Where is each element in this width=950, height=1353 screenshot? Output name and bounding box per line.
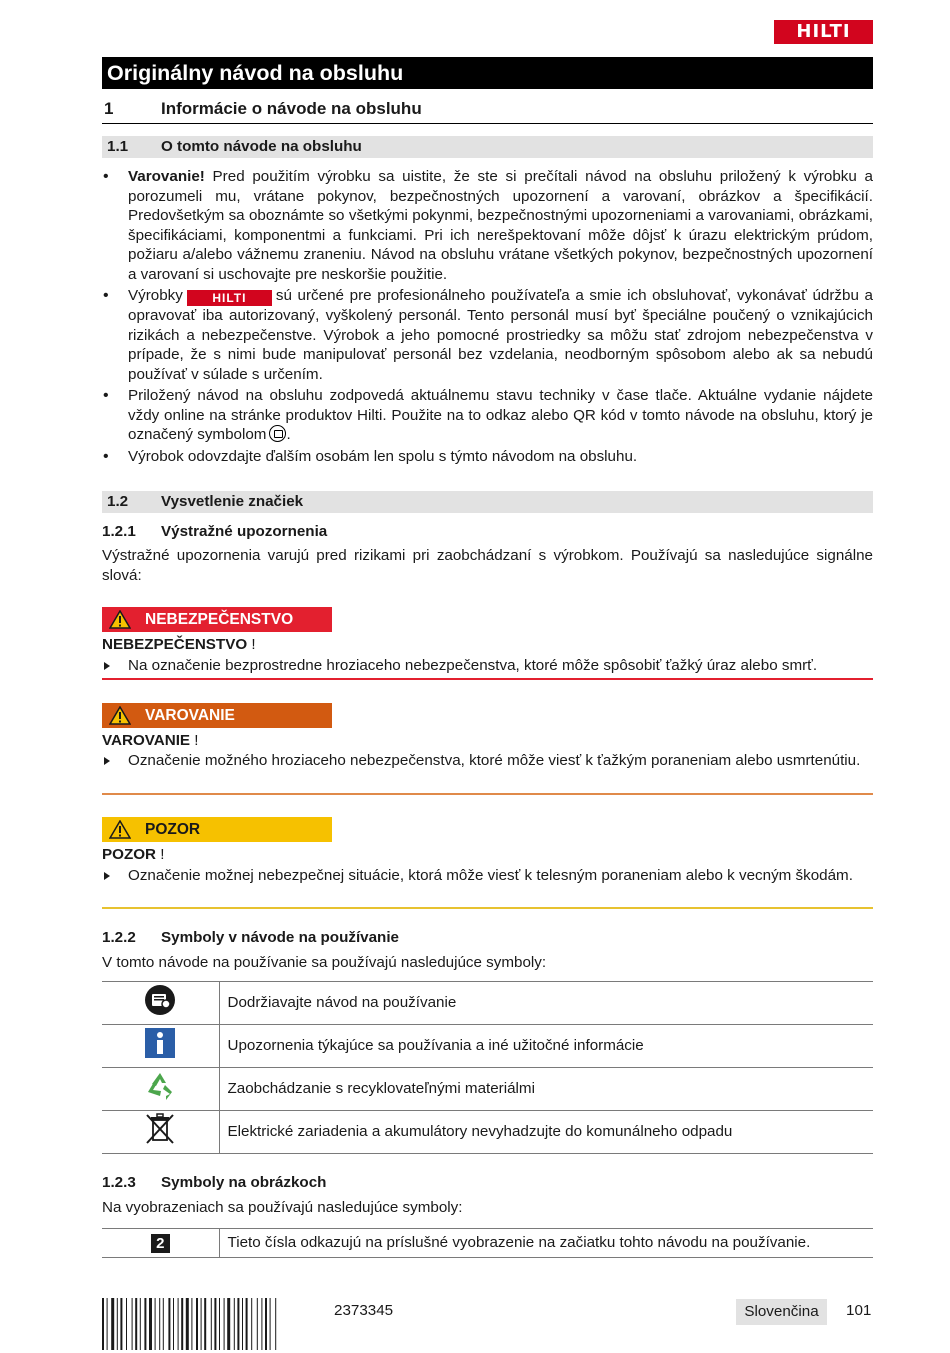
section-title: Vysvetlenie značiek <box>161 493 304 510</box>
section-1-2-1-heading <box>102 522 873 542</box>
signal-word: NEBEZPEČENSTVO <box>102 636 248 653</box>
list-item-text: Pred použitím výrobku sa uistite, že ste si prečítali návod na obsluhu priložený k výrobku a porozumeli mu, vrátane pokynov, bezpečnostných upozornení a varovaní, obrázkov a špecifikácií. Predovšetkým sa oboznámte so všetkými pokynmi, bezpečnostnými upozorneniami a varovaniami, obrázkami, špecifikáciami, komponentmi a funkciami. Pri ich nerešpektovaní môže dôjsť k úrazu elektrickým prúdom, požiaru a/alebo vážnemu zraneniu. Návod na obsluhu vrátane všetkých pokynov, bezpečnostných upozornení a varovaní si uschovajte pre neskoršie použitie. <box>128 168 873 283</box>
warning-triangle-icon <box>109 820 131 839</box>
danger-rule <box>102 678 873 680</box>
list-item <box>102 167 873 284</box>
caution-label-bar <box>102 817 332 842</box>
signal-mark: ! <box>156 846 165 863</box>
caution-label: POZOR <box>145 821 201 838</box>
section-title: Informácie o návode na obsluhu <box>161 99 422 118</box>
section-1-2-2-heading <box>102 928 873 948</box>
list-item-text: Výrobky <box>128 287 183 304</box>
caution-rule <box>102 907 873 909</box>
warning-description <box>102 751 873 771</box>
list-item-text: sú určené pre profesionálneho používateľa a smie ich obsluhovať, vykonávať údržbu a opravovať iba autorizovaný, vyškolený personál. Tento personál musí byť špeciálne poučený o vznikajúcich rizikách a nebezpečenstve. Výrobok a jeho pomocné prostriedky sa môžu stať zdrojom nebezpečenstva v prípade, že s nimi bude manipulovať personál bez vzdelania, neodborným spôsobom alebo ak sa nebudú používať v súlade s určením. <box>128 287 873 383</box>
caution-word <box>102 845 164 865</box>
signal-text: Označenie možného hroziaceho nebezpečenstva, ktoré môže viesť k ťažkým poraneniam alebo usmrtenútiu. <box>128 752 861 769</box>
document-number: 2373345 <box>334 1302 394 1319</box>
signal-word: VAROVANIE <box>102 732 191 749</box>
section-number: 1.2.2 <box>102 929 136 946</box>
figure-symbols-intro: Na vyobrazeniach sa používajú nasledujúce symboly: <box>102 1199 463 1216</box>
list-item-text: Výrobok odovzdajte ďalším osobám len spolu s týmto návodom na obsluhu. <box>128 447 638 465</box>
warning-word <box>102 731 199 751</box>
about-manual-list <box>102 167 873 468</box>
warnings-intro: Výstražné upozornenia varujú pred rizikami pri zaobchádzaní s výrobkom. Používajú sa nasledujúce signálne slová: <box>102 547 873 584</box>
section-1-2-heading <box>102 491 873 513</box>
symbol-description: Dodržiavajte návod na používanie <box>219 982 873 1025</box>
list-item-text: Priložený návod na obsluhu zodpovedá aktuálnemu stavu techniky v čase tlače. Aktuálne vydanie nájdete vždy online na stránke produktov Hilti. Použite na to odkaz alebo QR kód v tomto návode na obsluhu, ktorý je označený symbolom <box>128 387 873 443</box>
icon-cell <box>102 1025 219 1068</box>
signal-text: Označenie možnej nebezpečnej situácie, ktorá môže viesť k telesným poraneniam alebo k vecným škodám. <box>128 867 853 884</box>
symbols-intro: V tomto návode na používanie sa používajú nasledujúce symboly: <box>102 954 547 971</box>
icon-cell <box>102 1068 219 1111</box>
hilti-inline-logo: HILTI <box>187 290 272 306</box>
icon-cell <box>102 1111 219 1154</box>
barcode-image <box>102 1298 312 1350</box>
danger-description <box>102 656 873 676</box>
page-number: 101 <box>846 1302 872 1319</box>
section-title: O tomto návode na obsluhu <box>161 138 362 155</box>
section-number: 1.2 <box>107 493 129 510</box>
signal-word: POZOR <box>102 846 157 863</box>
symbol-description: Tieto čísla odkazujú na príslušné vyobrazenie na začiatku tohto návodu na používanie. <box>219 1229 873 1258</box>
list-item <box>102 286 873 384</box>
section-number: 1.1 <box>107 138 129 155</box>
arrow-icon <box>104 662 110 670</box>
warning-rule <box>102 793 873 795</box>
section-1-1-heading <box>102 136 873 158</box>
table-row <box>102 1229 873 1258</box>
language-badge: Slovenčina <box>736 1299 827 1325</box>
signal-mark: ! <box>190 732 199 749</box>
arrow-icon <box>104 757 110 765</box>
figure-number-icon: 2 <box>151 1234 170 1253</box>
list-item-text: . <box>286 426 291 443</box>
warning-triangle-icon <box>109 706 131 725</box>
warning-triangle-icon <box>109 610 131 629</box>
section-1-2-3-heading <box>102 1173 873 1193</box>
section-title: Symboly na obrázkoch <box>161 1174 327 1191</box>
icon-cell <box>102 1229 219 1258</box>
signal-mark: ! <box>247 636 256 653</box>
table-row <box>102 1025 873 1068</box>
recycle-icon <box>144 1070 176 1102</box>
danger-label: NEBEZPEČENSTVO <box>145 611 294 628</box>
danger-label-bar <box>102 607 332 632</box>
warning-label-bar <box>102 703 332 728</box>
section-number: 1.2.3 <box>102 1174 136 1191</box>
table-row <box>102 1111 873 1154</box>
figure-symbols-table <box>102 1228 873 1258</box>
symbol-description: Zaobchádzanie s recyklovateľnými materiálmi <box>219 1068 873 1111</box>
read-manual-icon <box>144 984 176 1016</box>
caution-description <box>102 866 873 886</box>
section-number: 1 <box>104 99 114 118</box>
signal-text: Na označenie bezprostredne hroziaceho nebezpečenstva, ktoré môže spôsobiť ťažký úraz alebo smrť. <box>128 657 818 674</box>
crossed-bin-icon <box>144 1112 176 1146</box>
table-row <box>102 982 873 1025</box>
info-icon <box>145 1028 175 1058</box>
list-item <box>102 447 873 467</box>
symbol-description: Elektrické zariadenia a akumulátory nevyhadzujte do komunálneho odpadu <box>219 1111 873 1154</box>
section-1-heading <box>102 97 873 124</box>
warning-lead: Varovanie! <box>128 168 205 185</box>
section-title: Symboly v návode na používanie <box>161 929 400 946</box>
danger-word <box>102 635 256 655</box>
hilti-logo <box>774 20 873 44</box>
document-title: Originálny návod na obsluhu <box>102 57 873 89</box>
table-row <box>102 1068 873 1111</box>
section-title: Výstražné upozornenia <box>161 523 328 540</box>
warning-label: VAROVANIE <box>145 707 235 724</box>
read-manual-icon <box>269 425 286 442</box>
logo-text: HILTI <box>796 21 851 42</box>
symbol-description: Upozornenia týkajúce sa používania a iné užitočné informácie <box>219 1025 873 1068</box>
arrow-icon <box>104 872 110 880</box>
section-number: 1.2.1 <box>102 523 136 540</box>
manual-symbols-table <box>102 981 873 1154</box>
list-item <box>102 386 873 445</box>
icon-cell <box>102 982 219 1025</box>
